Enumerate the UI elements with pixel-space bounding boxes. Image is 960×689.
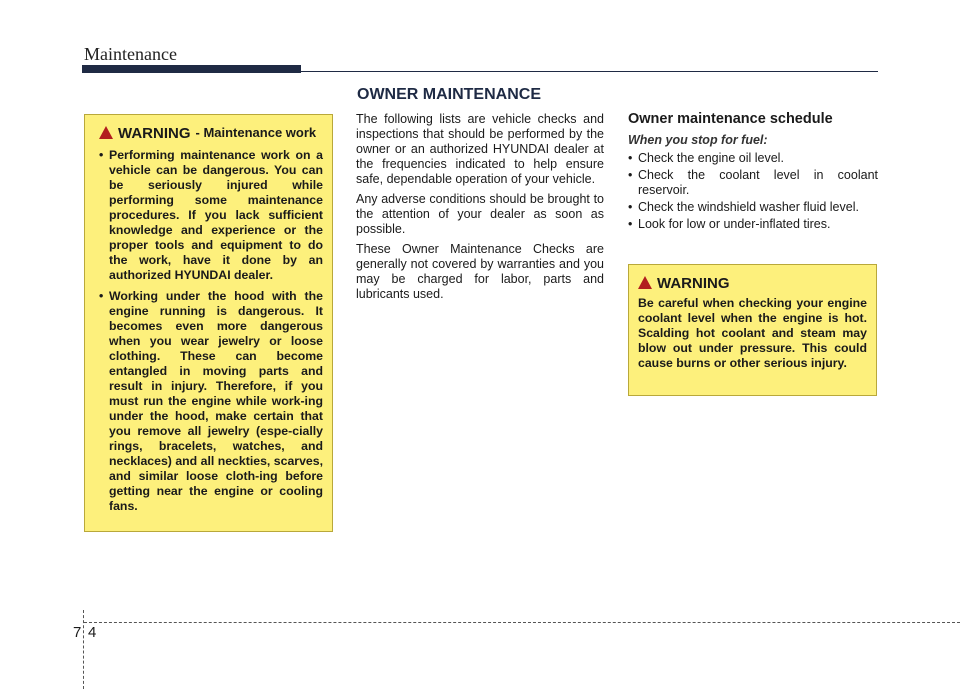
warning-triangle-icon [99,126,113,139]
warning-triangle-icon [638,276,652,289]
intro-paragraph: The following lists are vehicle checks and inspections that should be performed by the owner or an authorized HYUNDAI dealer at the frequencies indicated to help ensure safe, dependable operation of your vehicle. [356,112,604,186]
intro-column [356,112,604,307]
warning-header [99,125,323,142]
schedule-subtitle: When you stop for fuel: [628,133,768,147]
schedule-item: • Check the windshield washer fluid level. [628,200,878,215]
schedule-item: • Check the coolant level in coolant reservoir. [628,168,878,198]
schedule-item: • Look for low or under-inflated tires. [628,217,878,232]
page-divider [83,610,84,689]
intro-paragraph: Any adverse conditions should be brought to the attention of your dealer as soon as possible. [356,192,604,236]
schedule-item: • Check the engine oil level. [628,151,878,166]
schedule-title: Owner maintenance schedule [628,111,833,127]
page-number: 4 [88,624,97,641]
intro-paragraph: These Owner Maintenance Checks are generally not covered by warranties and you may be charged for labor, parts and lubricants used. [356,242,604,301]
schedule-list [628,151,878,232]
page-header-title: Maintenance [84,44,177,64]
maintenance-warning-box [84,114,333,532]
coolant-warning-box [628,264,877,396]
schedule-column [628,112,878,234]
footer-rule [84,622,960,623]
warning-list [99,148,323,514]
warning-header [638,275,867,292]
warning-subtitle: - Maintenance work [195,125,317,140]
warning-item: • Performing maintenance work on a vehicle can be dangerous. You can be seriously injured while performing some maintenance procedures. If you lack sufficient knowledge and experience or the proper tools and equipment to do the work, have it done by an authorized HYUNDAI dealer. [99,148,323,283]
header-rule [301,71,878,72]
header-bar [82,65,301,73]
warning-item: • Working under the hood with the engine running is dangerous. It becomes even more dangerous when you wear jewelry or loose clothing. These can become entangled in moving parts and result in injury. Therefore, if you must run the engine while work-ing under the hood, make certain that you remove all jewelry (espe-cially rings, bracelets, watches, and necklaces) and all neckties, scarves, and similar loose cloth-ing before getting near the engine or cooling fans. [99,289,323,514]
section-title: OWNER MAINTENANCE [357,86,541,103]
warning-label: WARNING [118,125,191,142]
chapter-number: 7 [73,624,82,641]
warning-text: Be careful when checking your engine coolant level when the engine is hot. Scalding hot coolant and steam may blow out under pressure. This could cause burns or other serious injury. [638,296,867,370]
warning-label: WARNING [657,275,730,292]
